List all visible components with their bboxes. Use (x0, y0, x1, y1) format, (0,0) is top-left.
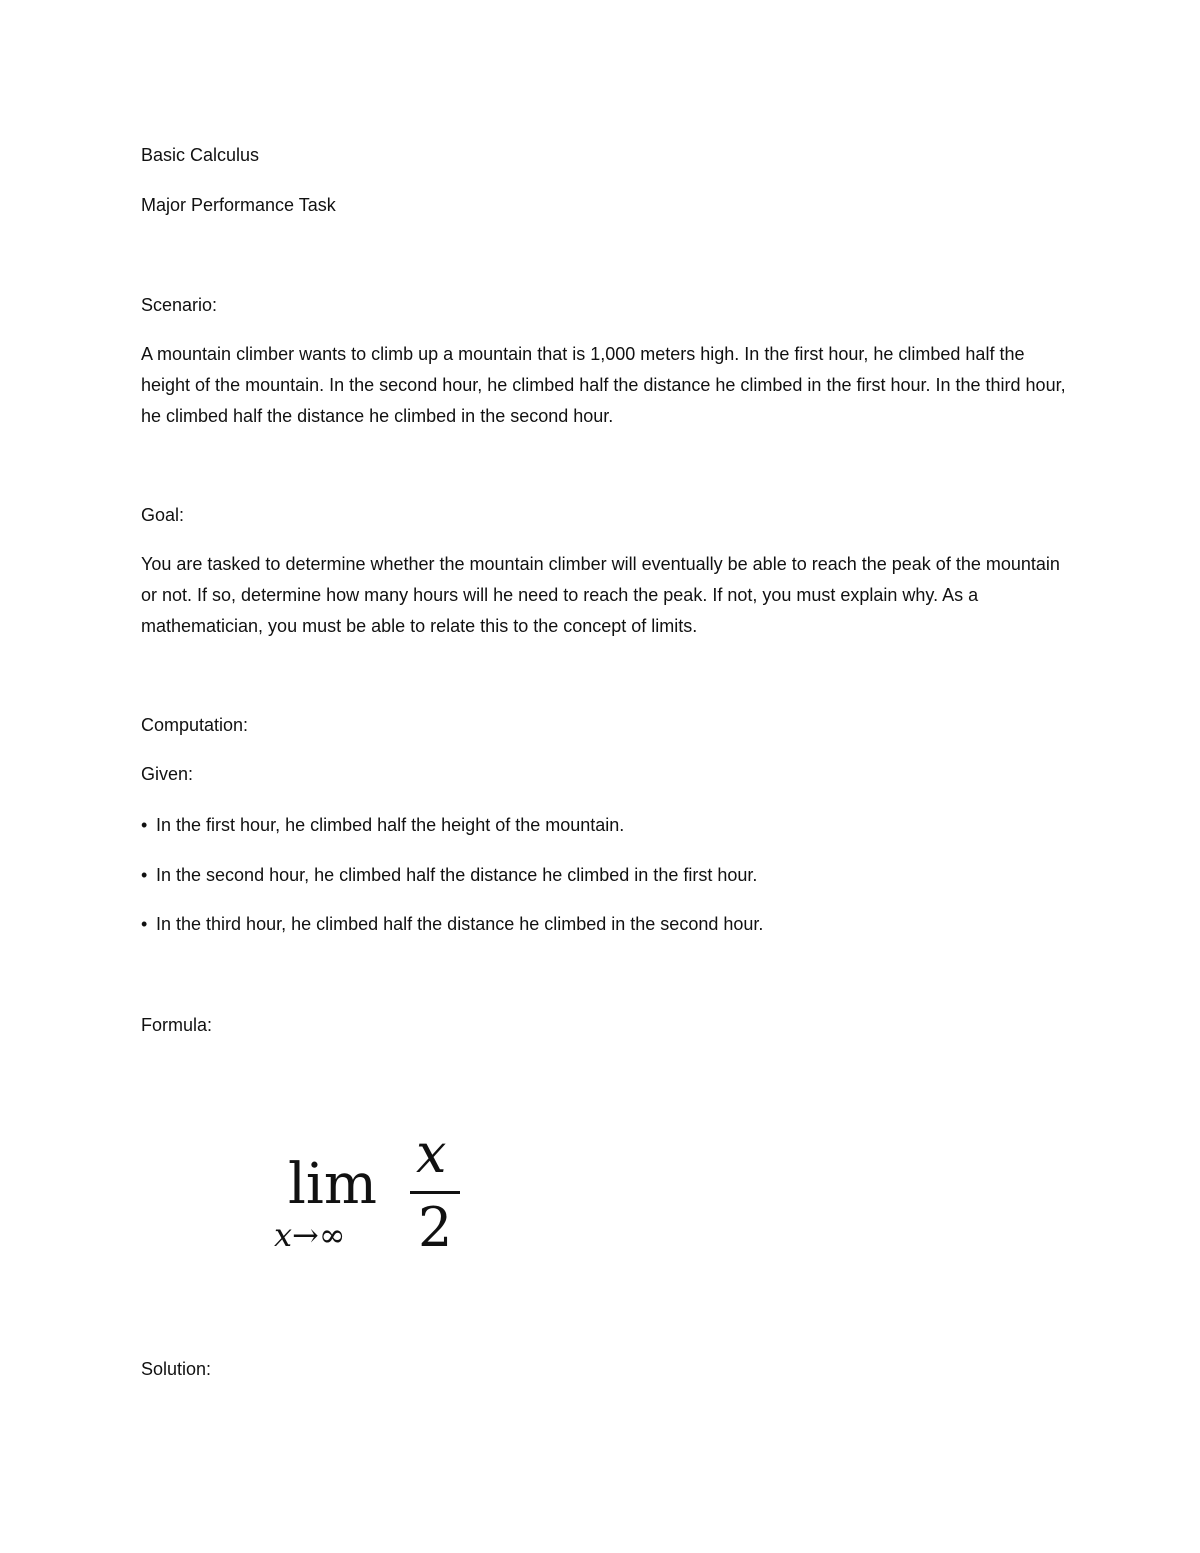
limit-subscript: x→∞ (274, 1216, 346, 1254)
goal-paragraph: You are tasked to determine whether the mountain climber will eventually be able to reach the peak of the mountain or not. If so, determine how many hours will he need to reach the peak. If not, you must explain why. As a mathematician, you must be able to relate this to the concept of limits. (141, 554, 1060, 636)
given-list-item (141, 909, 763, 940)
limit-operator: lim (288, 1152, 377, 1217)
bullet-icon: • (141, 815, 148, 835)
task-title: Major Performance Task (141, 195, 336, 215)
goal-heading: Goal: (141, 505, 185, 525)
given-item-text: In the third hour, he climbed half the distance he climbed in the second hour. (156, 914, 764, 934)
fraction-denominator: 2 (418, 1196, 453, 1259)
bullet-icon: • (141, 865, 148, 885)
computation-heading: Computation: (141, 715, 249, 735)
given-list-item (141, 860, 757, 891)
bullet-icon: • (141, 914, 148, 934)
given-list-item (141, 810, 624, 841)
limit-formula (270, 1122, 490, 1275)
given-item-text: In the first hour, he climbed half the height of the mountain. (156, 815, 625, 835)
fraction-numerator: x (416, 1122, 447, 1185)
scenario-heading: Scenario: (141, 295, 218, 315)
course-title: Basic Calculus (141, 145, 260, 165)
given-item-text: In the second hour, he climbed half the distance he climbed in the first hour. (156, 865, 758, 885)
given-heading: Given: (141, 764, 194, 784)
scenario-paragraph: A mountain climber wants to climb up a mountain that is 1,000 meters high. In the first hour, he climbed half the height of the mountain. In the second hour, he climbed half the distance he climbed in the first hour. In the third hour, he climbed half the distance he climbed in the second hour. (141, 344, 1066, 426)
fraction-bar (410, 1191, 460, 1194)
solution-heading: Solution: (141, 1359, 212, 1379)
formula-heading: Formula: (141, 1015, 213, 1035)
